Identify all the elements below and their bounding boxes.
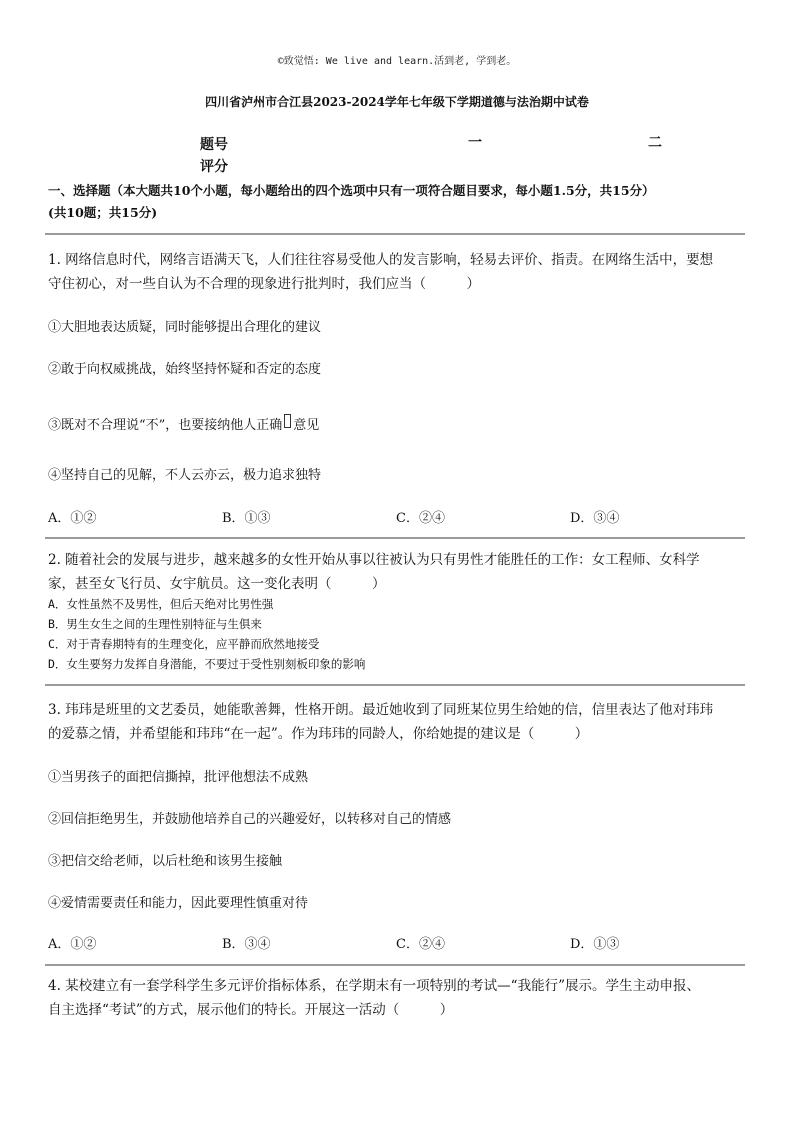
score-table-row-label: 题号 bbox=[200, 137, 228, 153]
section-heading-line2: (共10题；共15分) bbox=[48, 205, 158, 220]
question-3-stem-line1: 3. 玮玮是班里的文艺委员，她能歌善舞，性格开朗。最近她收到了同班某位男生给她的信，信里表达了他对玮玮 bbox=[48, 702, 714, 718]
question-1-choice-b[interactable]: B．①③ bbox=[222, 511, 271, 526]
section-heading-line1: 一、选择题（本大题共10个小题，每小题给出的四个选项中只有一项符合题目要求，每小题1.5分，共15分） bbox=[48, 183, 655, 198]
question-3-stem bbox=[48, 698, 748, 746]
score-table-col-1: 一 bbox=[468, 135, 482, 151]
question-3-choice-d[interactable]: D．①③ bbox=[570, 937, 620, 952]
question-1-statement-3 bbox=[48, 414, 319, 433]
question-2-choice-a[interactable]: A．女性虽然不及男性，但后天绝对比男性强 bbox=[48, 597, 274, 611]
question-1-statement-3-part1: ③既对不合理说“不”，也要接纳他人正确 bbox=[48, 418, 283, 433]
question-1-stem-line1: 1. 网络信息时代，网络言语满天飞，人们往往容易受他人的发言影响，轻易去评价、指责。在网络生活中，要想 bbox=[48, 252, 714, 268]
question-1-choice-d[interactable]: D．③④ bbox=[570, 511, 620, 526]
section-heading bbox=[48, 180, 748, 224]
missing-glyph-icon bbox=[284, 414, 291, 428]
question-1-statement-3-part2: 意见 bbox=[293, 418, 320, 433]
divider bbox=[45, 233, 745, 235]
score-table-col-2: 二 bbox=[648, 135, 662, 151]
question-4-stem-line1: 4. 某校建立有一套学科学生多元评价指标体系，在学期末有一项特别的考试—“我能行”展示。学生主动申报、 bbox=[48, 978, 700, 994]
question-1-stem-line2: 守住初心，对一些自认为不合理的现象进行批判时，我们应当（ ） bbox=[48, 276, 480, 292]
question-2-stem bbox=[48, 548, 748, 596]
question-3-statement-3: ③把信交给老师，以后杜绝和该男生接触 bbox=[48, 854, 283, 869]
question-4-stem-line2: 自主选择“考试”的方式，展示他们的特长。开展这一活动（ ） bbox=[48, 1002, 454, 1018]
score-table-score-label: 评分 bbox=[200, 159, 228, 175]
question-1-statement-2: ②敢于向权威挑战，始终坚持怀疑和否定的态度 bbox=[48, 362, 322, 377]
question-3-choice-b[interactable]: B．③④ bbox=[222, 937, 271, 952]
question-2-choice-b[interactable]: B．男生女生之间的生理性别特征与生俱来 bbox=[48, 617, 262, 631]
question-2-stem-line1: 2. 随着社会的发展与进步，越来越多的女性开始从事以往被认为只有男性才能胜任的工作：女工程师、女科学 bbox=[48, 552, 700, 568]
watermark: ©致觉悟: We live and learn.活到老, 学到老。 bbox=[277, 56, 517, 67]
question-3-statement-4: ④爱情需要责任和能力，因此要理性慎重对待 bbox=[48, 896, 309, 911]
question-3-statement-2: ②回信拒绝男生，并鼓励他培养自己的兴趣爱好，以转移对自己的情感 bbox=[48, 812, 452, 827]
divider bbox=[45, 684, 745, 686]
question-2-stem-line2: 家，甚至女飞行员、女宇航员。这一变化表明（ ） bbox=[48, 576, 386, 592]
question-3-stem-line2: 的爱慕之情，并希望能和玮玮“在一起”。作为玮玮的同龄人，你给她提的建议是（ ） bbox=[48, 726, 589, 742]
question-4-stem bbox=[48, 974, 748, 1022]
question-3-statement-1: ①当男孩子的面把信撕掉，批评他想法不成熟 bbox=[48, 770, 309, 785]
question-1-stem bbox=[48, 248, 748, 296]
divider bbox=[45, 964, 745, 966]
question-2-choice-c[interactable]: C．对于青春期特有的生理变化，应平静而欣然地接受 bbox=[48, 637, 320, 651]
question-1-statement-1: ①大胆地表达质疑，同时能够提出合理化的建议 bbox=[48, 320, 322, 335]
question-1-choice-c[interactable]: C．②④ bbox=[396, 511, 445, 526]
question-1-choice-a[interactable]: A．①② bbox=[48, 511, 97, 526]
exam-title: 四川省泸州市合江县2023-2024学年七年级下学期道德与法治期中试卷 bbox=[205, 95, 589, 109]
question-3-choice-a[interactable]: A．①② bbox=[48, 937, 97, 952]
divider bbox=[45, 537, 745, 539]
question-2-choice-d[interactable]: D．女生要努力发挥自身潜能，不要过于受性别刻板印象的影响 bbox=[48, 657, 366, 671]
question-1-statement-4: ④坚持自己的见解，不人云亦云，极力追求独特 bbox=[48, 468, 322, 483]
question-3-choice-c[interactable]: C．②④ bbox=[396, 937, 445, 952]
